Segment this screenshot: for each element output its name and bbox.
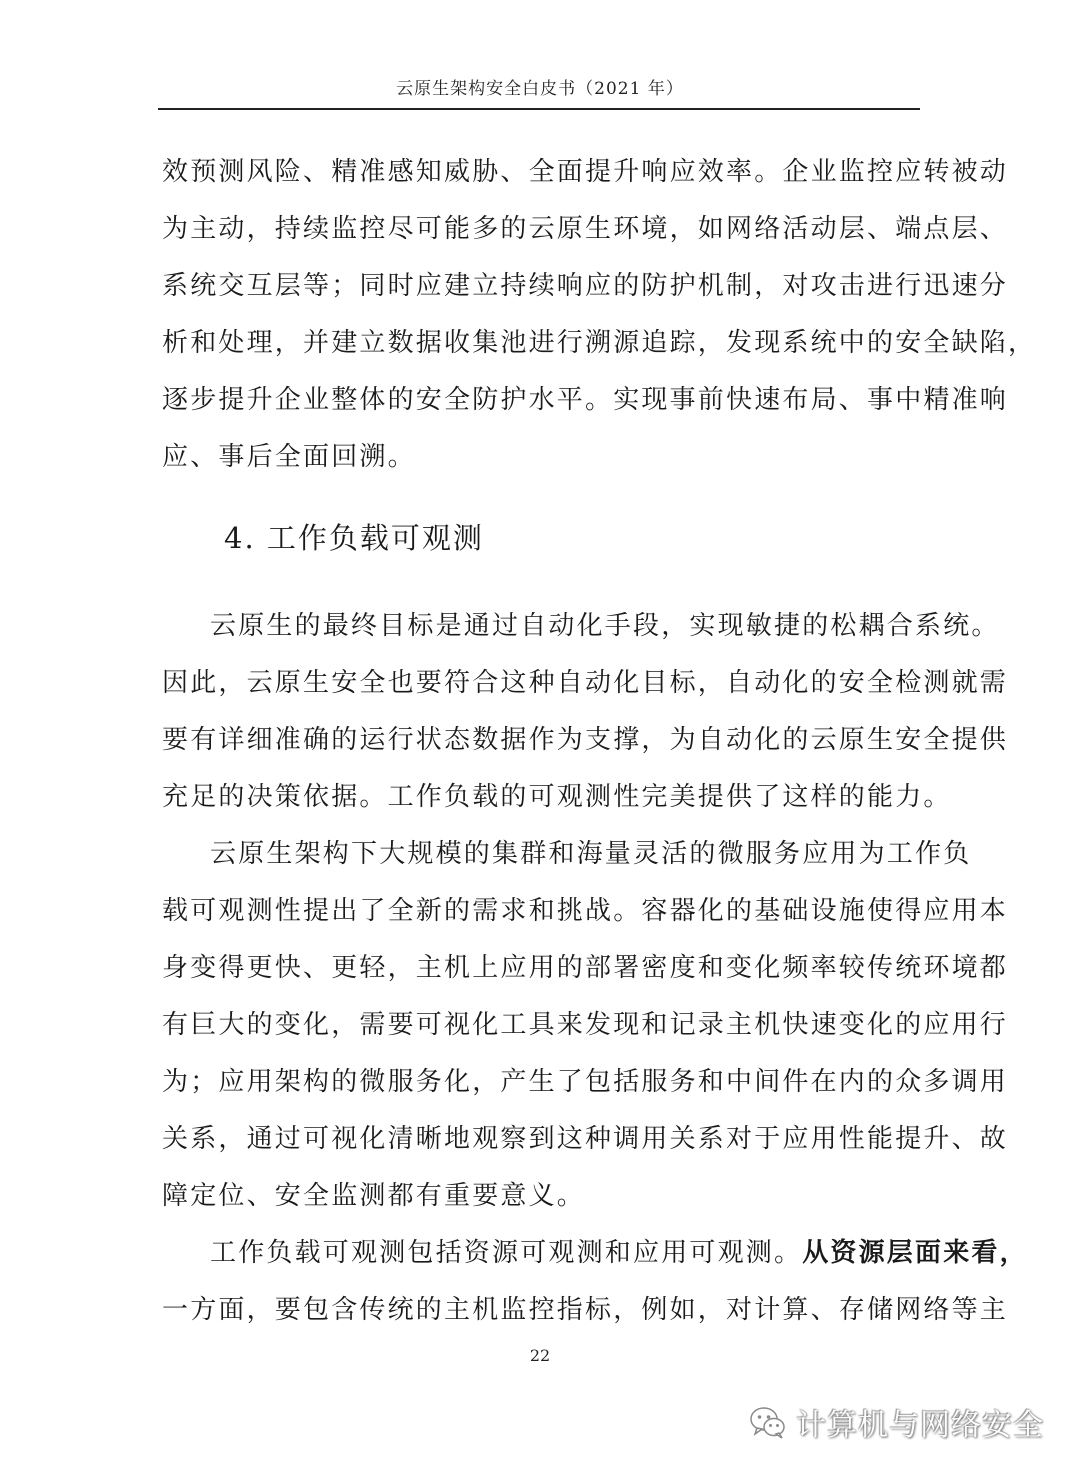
paragraph-line: 为主动，持续监控尽可能多的云原生环境，如网络活动层、端点层、 [162,214,1009,244]
paragraph-line: 身变得更快、更轻，主机上应用的部署密度和变化频率较传统环境都 [162,953,1009,983]
paragraph-line: 析和处理，并建立数据收集池进行溯源追踪，发现系统中的安全缺陷， [162,328,1037,358]
paragraph-line: 充足的决策依据。工作负载的可观测性完美提供了这样的能力。 [162,782,952,812]
paragraph-line: 系统交互层等；同时应建立持续响应的防护机制，对攻击进行迅速分 [162,271,1009,301]
paragraph-line: 载可观测性提出了全新的需求和挑战。容器化的基础设施使得应用本 [162,896,1009,926]
header-divider [158,108,920,110]
paragraph-line: 要有详细准确的运行状态数据作为支撑，为自动化的云原生安全提供 [162,725,1009,755]
paragraph-line: 为；应用架构的微服务化，产生了包括服务和中间件在内的众多调用 [162,1067,1009,1097]
paragraph-line: 云原生的最终目标是通过自动化手段，实现敏捷的松耦合系统。 [210,611,1000,641]
page-number: 22 [529,1346,551,1365]
paragraph-text: 工作负载可观测包括资源可观测和应用可观测。 [210,1238,803,1268]
paragraph-line: 云原生架构下大规模的集群和海量灵活的微服务应用为工作负 [210,839,972,869]
paragraph-line: 障定位、安全监测都有重要意义。 [162,1181,586,1211]
paragraph-line: 关系，通过可视化清晰地观察到这种调用关系对于应用性能提升、故 [162,1124,1009,1154]
header-title: 云原生架构安全白皮书（2021 年） [396,79,684,99]
paragraph-line: 有巨大的变化，需要可视化工具来发现和记录主机快速变化的应用行 [162,1010,1009,1040]
wechat-icon [748,1402,788,1442]
paragraph-line: 效预测风险、精准感知威胁、全面提升响应效率。企业监控应转被动 [162,157,1009,187]
paragraph-bold-text: 从资源层面来看， [802,1238,1028,1268]
watermark-text: 计算机与网络安全 [796,1408,1044,1443]
section-heading: 4. 工作负载可观测 [224,521,484,555]
paragraph-line: 因此，云原生安全也要符合这种自动化目标，自动化的安全检测就需 [162,668,1009,698]
paragraph-line [210,1233,1028,1273]
paragraph-line: 应、事后全面回溯。 [162,442,416,472]
paragraph-line: 一方面，要包含传统的主机监控指标，例如，对计算、存储网络等主 [162,1295,1009,1325]
watermark [748,1400,1044,1444]
paragraph-line: 逐步提升企业整体的安全防护水平。实现事前快速布局、事中精准响 [162,385,1009,415]
